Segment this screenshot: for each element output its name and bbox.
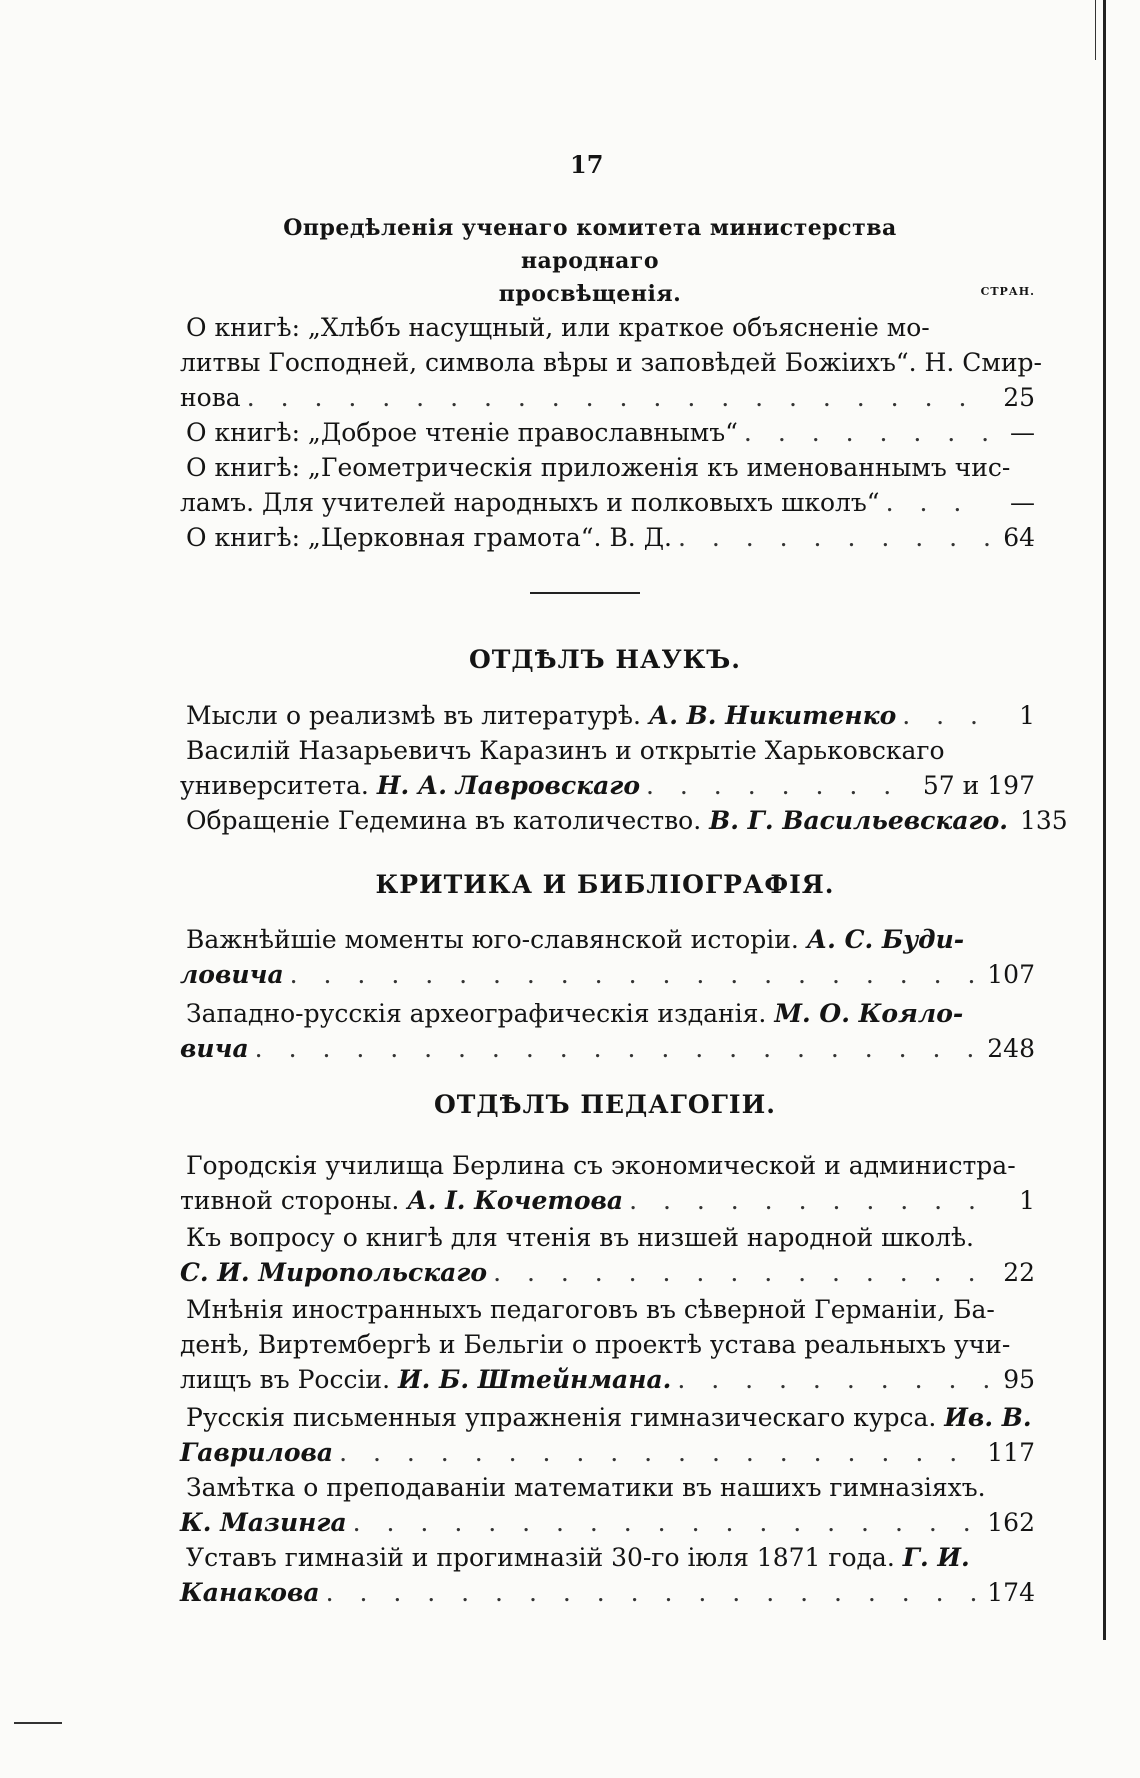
entry-page: 162 (987, 1508, 1035, 1537)
toc-entry (180, 310, 1042, 415)
entry-line (180, 1031, 1035, 1066)
entry-line (180, 957, 1035, 992)
toc-entry (180, 996, 1035, 1066)
entry-line (180, 450, 1035, 485)
entry-text: лищъ въ Россіи. (180, 1365, 391, 1394)
entry-text: Мнѣнія иностранныхъ педагоговъ въ сѣверной Германіи, Ба- (186, 1295, 995, 1324)
entry-author: В. Г. Васильевскаго. (709, 806, 1008, 835)
entry-author: И. Б. Штейнмана. (398, 1365, 672, 1394)
section-heading-kritika: КРИТИКА И БИБЛІОГРАФІЯ. (375, 870, 835, 899)
entry-author: Ив. В. (944, 1403, 1032, 1432)
entry-text: Русскія письменныя упражненія гимназическаго курса. (186, 1403, 937, 1432)
section-heading-pedagogii: ОТДѢЛЪ ПЕДАГОГІИ. (434, 1090, 776, 1119)
entry-page: — (1010, 488, 1035, 517)
leader-dots (247, 380, 989, 415)
entry-line (180, 1540, 1035, 1575)
toc-entry (180, 1292, 1035, 1397)
leader-dots (677, 1362, 989, 1397)
toc-entry (180, 1220, 1035, 1290)
entry-line (180, 415, 1035, 450)
entry-line (180, 1400, 1035, 1435)
entry-line (180, 922, 1035, 957)
leader-dots (646, 768, 917, 803)
entry-text: нова (180, 383, 241, 412)
toc-entry (180, 415, 1035, 450)
entry-text: О книгѣ: „Церковная грамота“. В. Д. (186, 523, 672, 552)
entry-text: денѣ, Виртембергѣ и Бельгіи о проектѣ устава реальныхъ учи- (180, 1330, 1011, 1359)
entry-page: 1 (1019, 701, 1035, 730)
entry-line (180, 1505, 1035, 1540)
leader-dots (886, 485, 989, 520)
toc-entry (180, 922, 1035, 992)
entry-author: А. В. Никитенко (648, 701, 897, 730)
page-number: 17 (570, 150, 604, 179)
entry-author: С. И. Миропольскаго (180, 1258, 488, 1287)
entry-line (180, 345, 1042, 380)
entry-line (180, 698, 1035, 733)
entry-text: Замѣтка о преподаваніи математики въ нашихъ гимназіяхъ. (186, 1473, 986, 1502)
entry-page: 64 (1003, 523, 1035, 552)
entry-author: М. О. Кояло- (774, 999, 964, 1028)
leader-dots (290, 957, 982, 992)
entry-text: О книгѣ: „Доброе чтеніе православнымъ“ (186, 418, 738, 447)
entry-author: Гаврилова (180, 1438, 334, 1467)
entry-line (180, 1292, 1035, 1327)
entry-line (180, 1255, 1035, 1290)
entry-page: 25 (1003, 383, 1035, 412)
entry-line (180, 768, 1035, 803)
entry-page: 22 (1003, 1258, 1035, 1287)
entry-author: А. С. Буди- (806, 925, 965, 954)
section-heading-nauki: ОТДѢЛЪ НАУКЪ. (469, 645, 741, 674)
toc-entry (180, 1540, 1035, 1610)
entry-author: К. Мазинга (180, 1508, 347, 1537)
entry-line (180, 520, 1035, 555)
decree-heading-line2: просвѣщенія. (498, 281, 682, 307)
entry-author: ловича (180, 960, 284, 989)
toc-entry (180, 1470, 1035, 1540)
entry-author: Канакова (180, 1578, 320, 1607)
leader-dots (326, 1575, 982, 1610)
entry-text: Западно-русскія археографическія изданія. (186, 999, 767, 1028)
toc-entry (180, 1400, 1035, 1470)
scan-edge-line (1103, 0, 1106, 1640)
toc-entry (180, 698, 1035, 733)
entry-author: А. І. Кочетова (407, 1186, 624, 1215)
section-divider (530, 592, 640, 594)
pages-column-label: СТРАН. (980, 285, 1035, 298)
entry-text: литвы Господней, символа вѣры и заповѣдей Божіихъ“. Н. Смир- (180, 348, 1042, 377)
entry-line (180, 996, 1035, 1031)
entry-page: 174 (987, 1578, 1035, 1607)
entry-line (180, 1470, 1035, 1505)
entry-line (180, 733, 1035, 768)
entry-page: 117 (987, 1438, 1035, 1467)
entry-line (180, 1362, 1035, 1397)
entry-text: Городскія училища Берлина съ экономической и администра- (186, 1151, 1016, 1180)
entry-page: 107 (987, 960, 1035, 989)
leader-dots (353, 1505, 982, 1540)
entry-line (180, 1435, 1035, 1470)
leader-dots (255, 1031, 982, 1066)
leader-dots (902, 698, 989, 733)
entry-author: вича (180, 1034, 249, 1063)
entry-text: Уставъ гимназій и прогимназій 30-го іюля 1871 года. (186, 1543, 895, 1572)
entry-page: — (1010, 418, 1035, 447)
leader-dots (339, 1435, 981, 1470)
entry-page: 135 (1019, 806, 1068, 835)
entry-page: 248 (987, 1034, 1035, 1063)
entry-text: Къ вопросу о книгѣ для чтенія въ низшей народной школѣ. (186, 1223, 974, 1252)
toc-entry (180, 1148, 1035, 1218)
scan-corner-mark (14, 1722, 62, 1724)
entry-line (180, 1575, 1035, 1610)
entry-line (180, 803, 1068, 838)
toc-entry (180, 803, 1068, 838)
entry-text: О книгѣ: „Хлѣбъ насущный, или краткое объясненіе мо- (186, 313, 930, 342)
entry-author: Н. А. Лавровскаго (376, 771, 641, 800)
entry-page: 1 (1019, 1186, 1035, 1215)
entry-text: Обращеніе Гедемина въ католичество. (186, 806, 702, 835)
entry-text: О книгѣ: „Геометрическія приложенія къ именованнымъ чис- (186, 453, 1011, 482)
entry-text: Мысли о реализмѣ въ литературѣ. (186, 701, 641, 730)
entry-line (180, 485, 1035, 520)
entry-line (180, 1148, 1035, 1183)
entry-page: 57 и 197 (922, 771, 1035, 800)
entry-line (180, 1327, 1035, 1362)
entry-line (180, 310, 1035, 345)
decree-heading-line1: Опредѣленія ученаго комитета министерства народнаго (283, 215, 897, 274)
entry-line (180, 1220, 1035, 1255)
entry-text: тивной стороны. (180, 1186, 400, 1215)
toc-entry (180, 733, 1035, 803)
entry-text: ламъ. Для учителей народныхъ и полковыхъ школъ“ (180, 488, 880, 517)
leader-dots (493, 1255, 989, 1290)
leader-dots (629, 1183, 989, 1218)
entry-line (180, 380, 1035, 415)
decree-heading (230, 212, 950, 311)
leader-dots (678, 520, 989, 555)
toc-entry (180, 520, 1035, 555)
entry-page: 95 (1003, 1365, 1035, 1394)
entry-author: Г. И. (902, 1543, 970, 1572)
entry-text: Василій Назарьевичъ Каразинъ и открытіе Харьковскаго (186, 736, 945, 765)
entry-text: Важнѣйшіе моменты юго-славянской исторіи. (186, 925, 799, 954)
entry-text: университета. (180, 771, 369, 800)
toc-entry (180, 450, 1035, 520)
entry-line (180, 1183, 1035, 1218)
leader-dots (744, 415, 989, 450)
scan-edge-line-inner (1095, 0, 1096, 60)
